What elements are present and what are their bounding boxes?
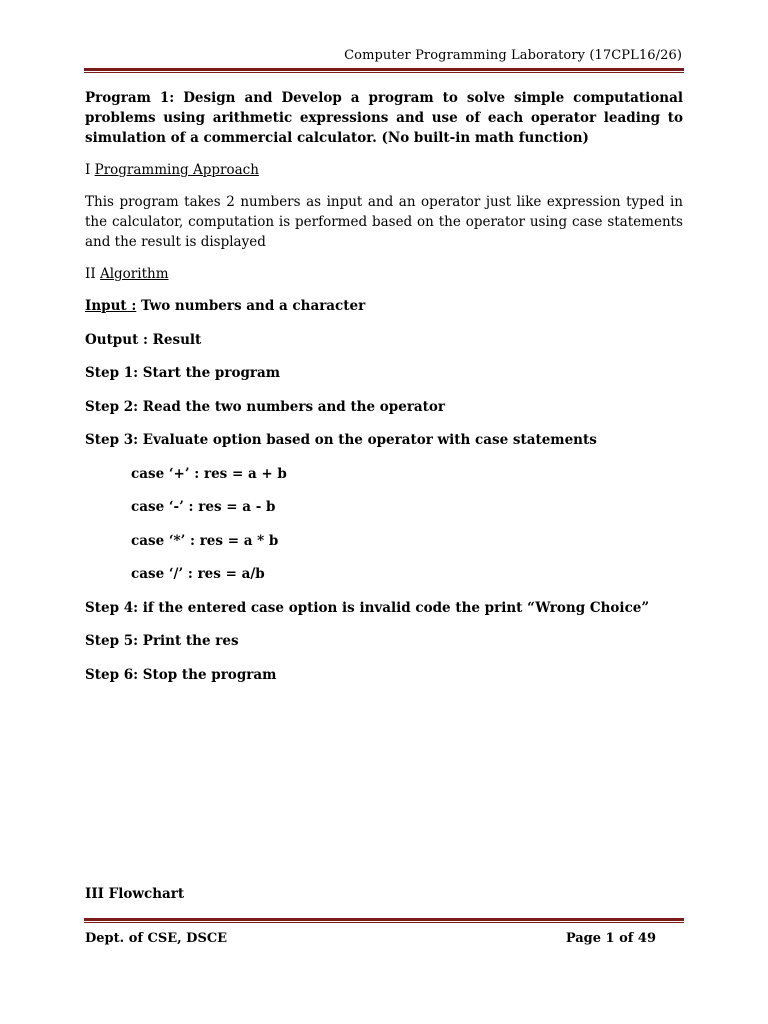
case-add: case ‘+’ : res = a + b (131, 465, 287, 482)
step-4: Step 4: if the entered case option is invalid code the print “Wrong Choice” (85, 599, 650, 616)
footer-rule-thick (84, 918, 684, 921)
approach-numeral: I (85, 162, 95, 178)
header-rule-thin (84, 72, 684, 73)
footer-dept: Dept. of CSE, DSCE (85, 931, 228, 946)
approach-heading-text: Programming Approach (94, 162, 259, 178)
algorithm-heading-text: Algorithm (99, 266, 169, 282)
header-rule (84, 68, 684, 73)
input-label: Input : (85, 298, 137, 314)
step-2: Step 2: Read the two numbers and the operator (85, 398, 446, 415)
algorithm-numeral: II (85, 266, 100, 282)
footer-rule (84, 918, 684, 923)
step-3: Step 3: Evaluate option based on the operator with case statements (85, 432, 597, 448)
case-divide: case ‘/’ : res = a/b (131, 566, 265, 582)
running-header: Computer Programming Laboratory (17CPL16/26) (344, 48, 682, 63)
algorithm-input (85, 296, 683, 316)
case-multiply: case ‘*’ : res = a * b (131, 532, 279, 549)
input-value: Two numbers and a character (136, 298, 366, 314)
footer-rule-thin (84, 922, 684, 923)
header-rule-thick (84, 68, 684, 71)
case-subtract: case ‘-’ : res = a - b (131, 499, 276, 515)
step-1: Step 1: Start the program (85, 365, 281, 381)
step-6: Step 6: Stop the program (85, 666, 277, 683)
page-body (85, 88, 683, 698)
algorithm-output: Output : Result (85, 331, 202, 348)
footer-page-number: Page 1 of 49 (565, 931, 656, 946)
approach-text: This program takes 2 numbers as input and an operator just like expression typed in the calculator, computation is performed based on the operator using case statements and the result is displayed (85, 194, 683, 250)
algorithm-heading (85, 265, 683, 283)
program-title: Program 1: Design and Develop a program to solve simple computational problems using arithmetic expressions and use of each operator leading to simulation of a commercial calculator. (No built-in math function) (85, 90, 683, 146)
approach-heading (85, 161, 683, 179)
flowchart-heading: III Flowchart (85, 886, 185, 902)
step-5: Step 5: Print the res (85, 633, 239, 649)
